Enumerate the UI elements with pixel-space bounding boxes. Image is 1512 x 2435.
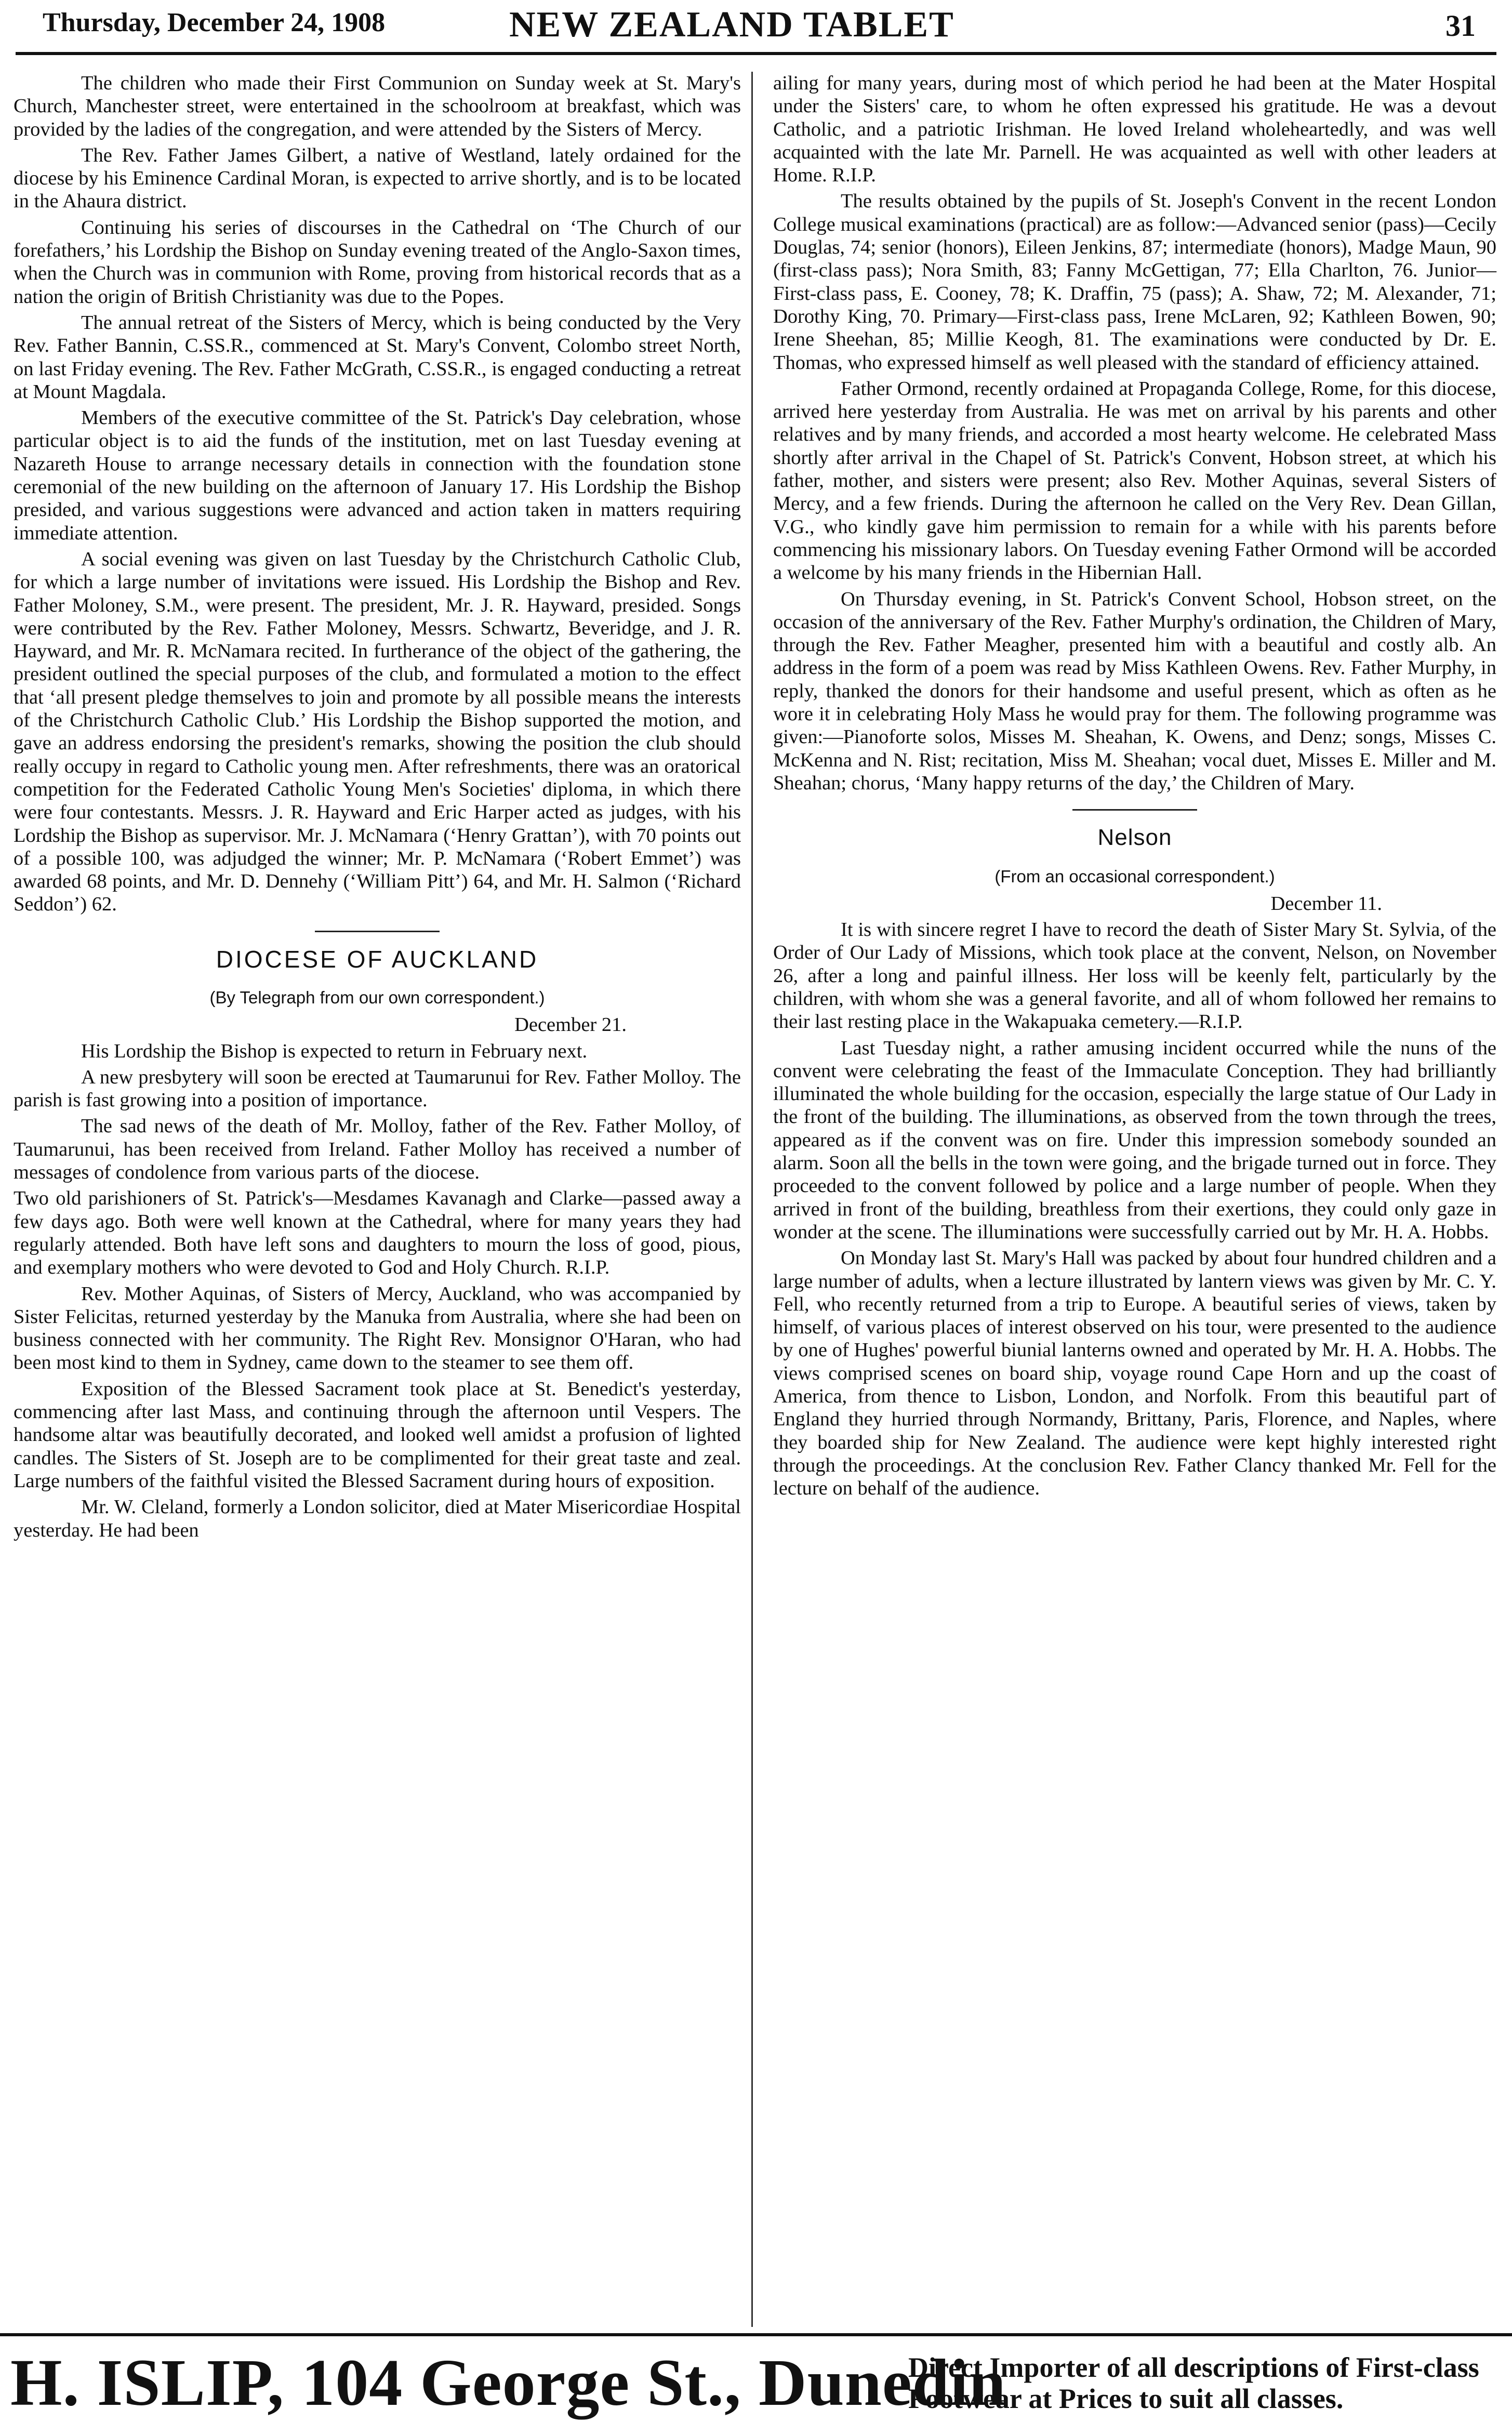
column-rule: [751, 72, 753, 2327]
article-paragraph: Members of the executive committee of the St. Patrick's Day celebration, whose particular object is to aid the funds of the institution, met on last Tuesday evening at Nazareth House to arrange necessary details in connection with the foundation stone ceremonial of the new building on the afternoon of January 17. His Lordship the Bishop presided, and various suggestions were advanced and action taken in matters requiring immediate attention.: [14, 407, 741, 544]
advertisement-banner: [0, 2333, 1512, 2435]
article-paragraph: A new presbytery will soon be erected at Taumarunui for Rev. Father Molloy. The parish is fast growing into a position of importance.: [14, 1066, 741, 1111]
article-paragraph: On Monday last St. Mary's Hall was packed by about four hundred children and a large number of adults, when a lecture illustrated by lantern views was given by Mr. C. Y. Fell, who recently returned from a trip to Europe. A beautiful series of views, taken by himself, of various places of interest observed on his tour, were presented to the audience by one of Hughes' powerful biunial lanterns owned and operated by Mr. H. A. Hobbs. The views comprised scenes on board ship, voyage round Cape Horn and up the coast of America, from thence to Lisbon, London, and Norfolk. From this beautiful part of England they hurried through Normandy, Brittany, Paris, Florence, and Naples, where they boarded ship for New Zealand. The audience were kept highly interested right through the proceedings. At the conclusion Rev. Father Clancy thanked Mr. Fell for the lecture on behalf of the audience.: [773, 1247, 1496, 1500]
article-continuation: ailing for many years, during most of which period he had been at the Mater Hospital under the Sisters' care, to whom he often expressed his gratitude. He was a devout Catholic, and a patriotic Irishman. He loved Ireland wholeheartedly, and was well acquainted with the late Mr. Parnell. He was acquainted as well with other leaders at Home. R.I.P.: [773, 72, 1496, 187]
article-paragraph: Exposition of the Blessed Sacrament took place at St. Benedict's yesterday, commencing after last Mass, and continuing through the afternoon until Vespers. The handsome altar was beautifully decorated, and looked well amidst a profusion of lighted candles. The Sisters of St. Joseph are to be complimented for their great taste and zeal. Large numbers of the faithful visited the Blessed Sacrament during hours of exposition.: [14, 1378, 741, 1492]
dateline: December 21.: [514, 1014, 627, 1036]
section-divider: [1072, 809, 1197, 811]
correspondent-note: (By Telegraph from our own correspondent.): [209, 987, 545, 1007]
correspondent-note: (From an occasional correspondent.): [994, 866, 1275, 886]
left-column: [14, 72, 741, 1545]
dateline: December 11.: [1270, 892, 1382, 915]
page-header: [16, 4, 1496, 55]
section-heading-auckland: DIOCESE OF AUCKLAND: [216, 945, 539, 973]
advertiser-name: H. ISLIP, 104 George St., Dunedin: [10, 2346, 1006, 2419]
article-paragraph: His Lordship the Bishop is expected to return in February next.: [81, 1040, 588, 1062]
article-paragraph: Continuing his series of discourses in the Cathedral on ‘The Church of our forefathers,’ his Lordship the Bishop on Sunday evening treated of the Anglo-Saxon times, when the Church was in communion with Rome, proving from historical records that as a nation the origin of British Christianity was due to the Popes.: [14, 216, 741, 308]
article-paragraph: Rev. Mother Aquinas, of Sisters of Mercy, Auckland, who was accompanied by Sister Felicitas, returned yesterday by the Manuka from Australia, where she had been on business connected with her community. The Right Rev. Monsignor O'Haran, who had been most kind to them in Sydney, came down to the steamer to see them off.: [14, 1282, 741, 1374]
article-paragraph: The annual retreat of the Sisters of Mercy, which is being conducted by the Very Rev. Father Bannin, C.SS.R., commenced at St. Mary's Convent, Colombo street North, on last Friday evening. The Rev. Father McGrath, C.SS.R., is engaged conducting a retreat at Mount Magdala.: [14, 311, 741, 403]
article-paragraph: On Thursday evening, in St. Patrick's Convent School, Hobson street, on the occasion of the anniversary of the Rev. Father Murphy's ordination, the Children of Mary, through the Rev. Father Meagher, presented him with a beautiful and costly alb. An address in the form of a poem was read by Miss Kathleen Owens. Rev. Father Murphy, in reply, thanked the donors for their handsome and useful present, which as often as he wore it in celebrating Holy Mass he would pray for them. The following programme was given:—Pianoforte solos, Misses M. Sheahan, K. Owens, and Denz; songs, Misses C. McKenna and N. Rist; recitation, Miss M. Sheahan; vocal duet, Misses E. Miller and M. Sheahan; chorus, ‘Many happy returns of the day,’ the Children of Mary.: [773, 588, 1496, 794]
section-heading-nelson: Nelson: [1097, 825, 1172, 851]
section-divider: [315, 931, 440, 932]
tagline-line: Footwear at Prices to suit all classes.: [908, 2383, 1344, 2414]
article-paragraph: Mr. W. Cleland, formerly a London solicitor, died at Mater Misericordiae Hospital yesterday. He had been: [14, 1496, 741, 1541]
article-paragraph: A social evening was given on last Tuesday by the Christchurch Catholic Club, for which a large number of invitations were issued. His Lordship the Bishop and Rev. Father Moloney, S.M., were present. The president, Mr. J. R. Hayward, presided. Songs were contributed by the Rev. Father Moloney, Messrs. Schwartz, Beveridge, and J. R. Hayward, and Mr. R. McNamara recited. In furtherance of the object of the gathering, the president outlined the special purposes of the club, and formulated a motion to the effect that ‘all present pledge themselves to join and promote by all possible means the interests of the Christchurch Catholic Club.’ His Lordship the Bishop supported the motion, and gave an address endorsing the president's remarks, showing the position the club should really occupy in regard to Catholic young men. After refreshments, there was an oratorical competition for the Federated Catholic Young Men's Societies' diploma, in which there were four contestants. Messrs. J. R. Hayward and Eric Harper acted as judges, with his Lordship the Bishop as supervisor. Mr. J. McNamara (‘Henry Grattan’), with 70 points out of a possible 100, was adjudged the winner; Mr. P. McNamara (‘Robert Emmet’) was awarded 68 points, and Mr. D. Dennehy (‘William Pitt’) 64, and Mr. H. Salmon (‘Richard Seddon’) 62.: [14, 548, 741, 916]
advertiser-tagline: [908, 2352, 1501, 2414]
article-paragraph: The results obtained by the pupils of St. Joseph's Convent in the recent London College musical examinations (practical) are as follow:—Advanced senior (pass)—Cecily Douglas, 74; senior (honors), Eileen Jenkins, 87; intermediate (honors), Madge Maun, 90 (first-class pass); Nora Smith, 83; Fanny McGettigan, 77; Ella Charlton, 76. Junior—First-class pass, E. Cooney, 78; K. Draffin, 75 (pass); A. Shaw, 72; M. Alexander, 71; Dorothy King, 70. Primary—First-class pass, Irene McLaren, 92; Kathleen Bowen, 90; Irene Sheehan, 85; Millie Keogh, 81. The examinations were conducted by Dr. E. Thomas, who expressed himself as well pleased with the standard of efficiency attained.: [773, 190, 1496, 374]
article-paragraph: It is with sincere regret I have to record the death of Sister Mary St. Sylvia, of the Order of Our Lady of Missions, which took place at the convent, Nelson, on November 26, after a long and painful illness. Her loss will be keenly felt, particularly by the children, with whom she was a general favorite, and all of whom followed her remains to their last resting place in the Wakapuaka cemetery.—R.I.P.: [773, 919, 1496, 1033]
tagline-line: Direct Importer of all descriptions of First-class: [908, 2352, 1479, 2383]
article-paragraph: The sad news of the death of Mr. Molloy, father of the Rev. Father Molloy, of Taumarunui, has been received from Ireland. Father Molloy has received a number of messages of condolence from various parts of the diocese.: [14, 1115, 741, 1184]
article-paragraph: Last Tuesday night, a rather amusing incident occurred while the nuns of the convent were celebrating the feast of the Immaculate Conception. They had brilliantly illuminated the whole building for the occasion, especially the large statue of Our Lady in the front of the building. The illuminations, as observed from the town through the trees, appeared as if the convent was on fire. Under this impression somebody sounded an alarm. Soon all the bells in the town were going, and the brigade turned out in force. They proceeded to the convent followed by police and a large number of people. When they arrived in front of the building, breathless from their exertions, they could only gaze in wonder at the scene. The illuminations were successfully carried out by Mr. H. A. Hobbs.: [773, 1037, 1496, 1243]
article-paragraph: Two old parishioners of St. Patrick's—Mesdames Kavanagh and Clarke—passed away a few days ago. Both were well known at the Cathedral, where for many years they had regularly attended. Both have left sons and daughters to mourn the loss of good, pious, and exemplary mothers who were devoted to God and Holy Church. R.I.P.: [14, 1187, 741, 1279]
page-number: 31: [1445, 9, 1476, 43]
article-paragraph: Father Ormond, recently ordained at Propaganda College, Rome, for this diocese, arrived here yesterday from Australia. He was met on arrival by his parents and other relatives and by many friends, and accorded a most hearty welcome. He celebrated Mass shortly after arrival in the Chapel of St. Patrick's Convent, Hobson street, at which his father, mother, and sisters were present; also Rev. Mother Aquinas, several Sisters of Mercy, and a few friends. During the afternoon he called on the Very Rev. Dean Gillan, V.G., who kindly gave him permission to remain for a while with his parents before commencing his missionary labors. On Tuesday evening Father Ormond will be accorded a welcome by his many friends in the Hibernian Hall.: [773, 377, 1496, 584]
issue-date: Thursday, December 24, 1908: [43, 8, 386, 37]
newspaper-title: NEW ZEALAND TABLET: [509, 5, 954, 45]
article-paragraph: The Rev. Father James Gilbert, a native of Westland, lately ordained for the diocese by his Eminence Cardinal Moran, is expected to arrive shortly, and is to be located in the Ahaura district.: [14, 144, 741, 213]
right-column: [773, 72, 1496, 1503]
article-paragraph: The children who made their First Communion on Sunday week at St. Mary's Church, Manchester street, were entertained in the schoolroom at breakfast, which was provided by the ladies of the congregation, and were attended by the Sisters of Mercy.: [14, 72, 741, 140]
